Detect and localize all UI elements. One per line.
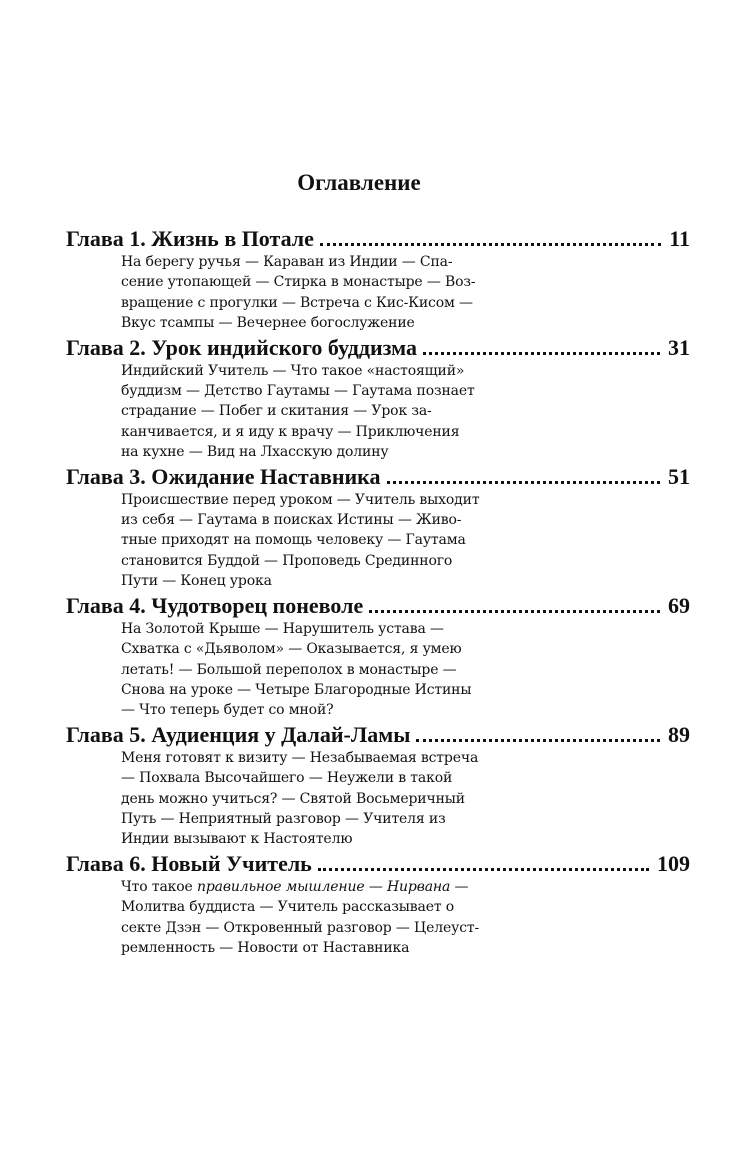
summary-line [121,877,541,897]
summary-text: Что такое [121,878,197,895]
chapter-heading [66,593,690,619]
summary-line: Путь — Неприятный разговор — Учителя из [121,810,446,827]
chapter-title: Глава 3. Ожидание Наставника [66,463,381,489]
summary-line: вращение с прогулки — Встреча с Кис-Кисом — [121,294,473,311]
toc-entry-chapter-1 [66,226,690,334]
summary-line: летать! — Большой переполох в монастыре — [121,661,457,678]
summary-text: — [450,878,469,895]
summary-line: тные приходят на помощь человеку — Гаутама [121,532,466,549]
summary-line: На берегу ручья — Караван из Индии — Спа- [121,254,453,270]
summary-line: из себя — Гаутама в поисках Истины — Живо- [121,512,462,529]
summary-line: буддизм — Детство Гаутамы — Гаутама познает [121,383,475,400]
dot-leader [387,481,660,484]
summary-line: секте Дзэн — Откровенный разговор — Целеуст- [121,919,480,936]
chapter-title: Глава 6. Новый Учитель [66,850,312,876]
summary-line: становится Буддой — Проповедь Срединного [121,552,453,569]
summary-line: страдание — Побег и скитания — Урок за- [121,403,432,420]
chapter-title: Глава 4. Чудотворец поневоле [66,592,364,618]
summary-line: Схватка с «Дьяволом» — Оказывается, я умею [121,641,462,658]
toc-entry-chapter-4 [66,593,690,721]
summary-line: Пути — Конец урока [121,573,272,590]
page-number: 31 [668,334,690,360]
chapter-summary [121,748,541,850]
chapter-summary [121,490,541,592]
summary-line: сение утопающей — Стирка в монастыре — Воз- [121,274,476,291]
summary-line: день можно учиться? — Святой Восьмеричный [121,790,465,807]
summary-line: Индийский Учитель — Что такое «настоящий» [121,362,465,379]
page-number: 69 [668,592,690,618]
summary-line: Молитва буддиста — Учитель рассказывает о [121,899,455,916]
chapter-heading [66,464,690,490]
page-number: 109 [657,850,690,876]
chapter-summary [121,877,541,959]
summary-line: ремленность — Новости от Наставника [121,939,410,956]
summary-line: Меня готовят к визиту — Незабываемая встреча [121,749,479,766]
toc-entry-chapter-2 [66,335,690,463]
dot-leader [320,243,661,246]
chapter-title: Глава 2. Урок индийского буддизма [66,334,417,360]
page-number: 51 [668,463,690,489]
page-title: Оглавление [297,170,421,195]
summary-line: на кухне — Вид на Лхасскую долину [121,444,389,461]
italic-term: правильное мышление [196,878,365,895]
italic-term: Нирвана [386,878,451,895]
dot-leader [318,868,649,871]
chapter-heading [66,226,690,252]
summary-line: — Что теперь будет со мной? [121,702,334,719]
chapter-summary [121,252,541,334]
summary-line: Снова на уроке — Четыре Благородные Истины [121,681,472,698]
page-number: 11 [669,226,690,251]
summary-line: — Похвала Высочайшего — Неужели в такой [121,770,453,787]
chapter-heading [66,722,690,748]
dot-leader [423,352,660,355]
toc-entry-chapter-5 [66,722,690,850]
summary-line: Вкус тсампы — Вечернее богослужение [121,315,415,332]
toc-entry-chapter-6 [66,851,690,959]
summary-line: Индии вызывают к Настоятелю [121,831,353,848]
summary-line: Происшествие перед уроком — Учитель выходит [121,491,480,508]
summary-line: канчивается, и я иду к врачу — Приключения [121,423,460,440]
page-number: 89 [668,721,690,747]
summary-line: На Золотой Крыше — Нарушитель устава — [121,620,444,637]
chapter-title: Глава 5. Аудиенция у Далай-Ламы [66,721,411,747]
toc-entry-chapter-3 [66,464,690,592]
chapter-summary [121,619,541,721]
summary-text: — [364,878,387,895]
chapter-summary [121,361,541,463]
dot-leader [369,610,660,613]
chapter-title: Глава 1. Жизнь в Потале [66,226,314,251]
table-of-contents [66,226,690,959]
chapter-heading [66,851,690,877]
chapter-heading [66,335,690,361]
dot-leader [416,739,660,742]
